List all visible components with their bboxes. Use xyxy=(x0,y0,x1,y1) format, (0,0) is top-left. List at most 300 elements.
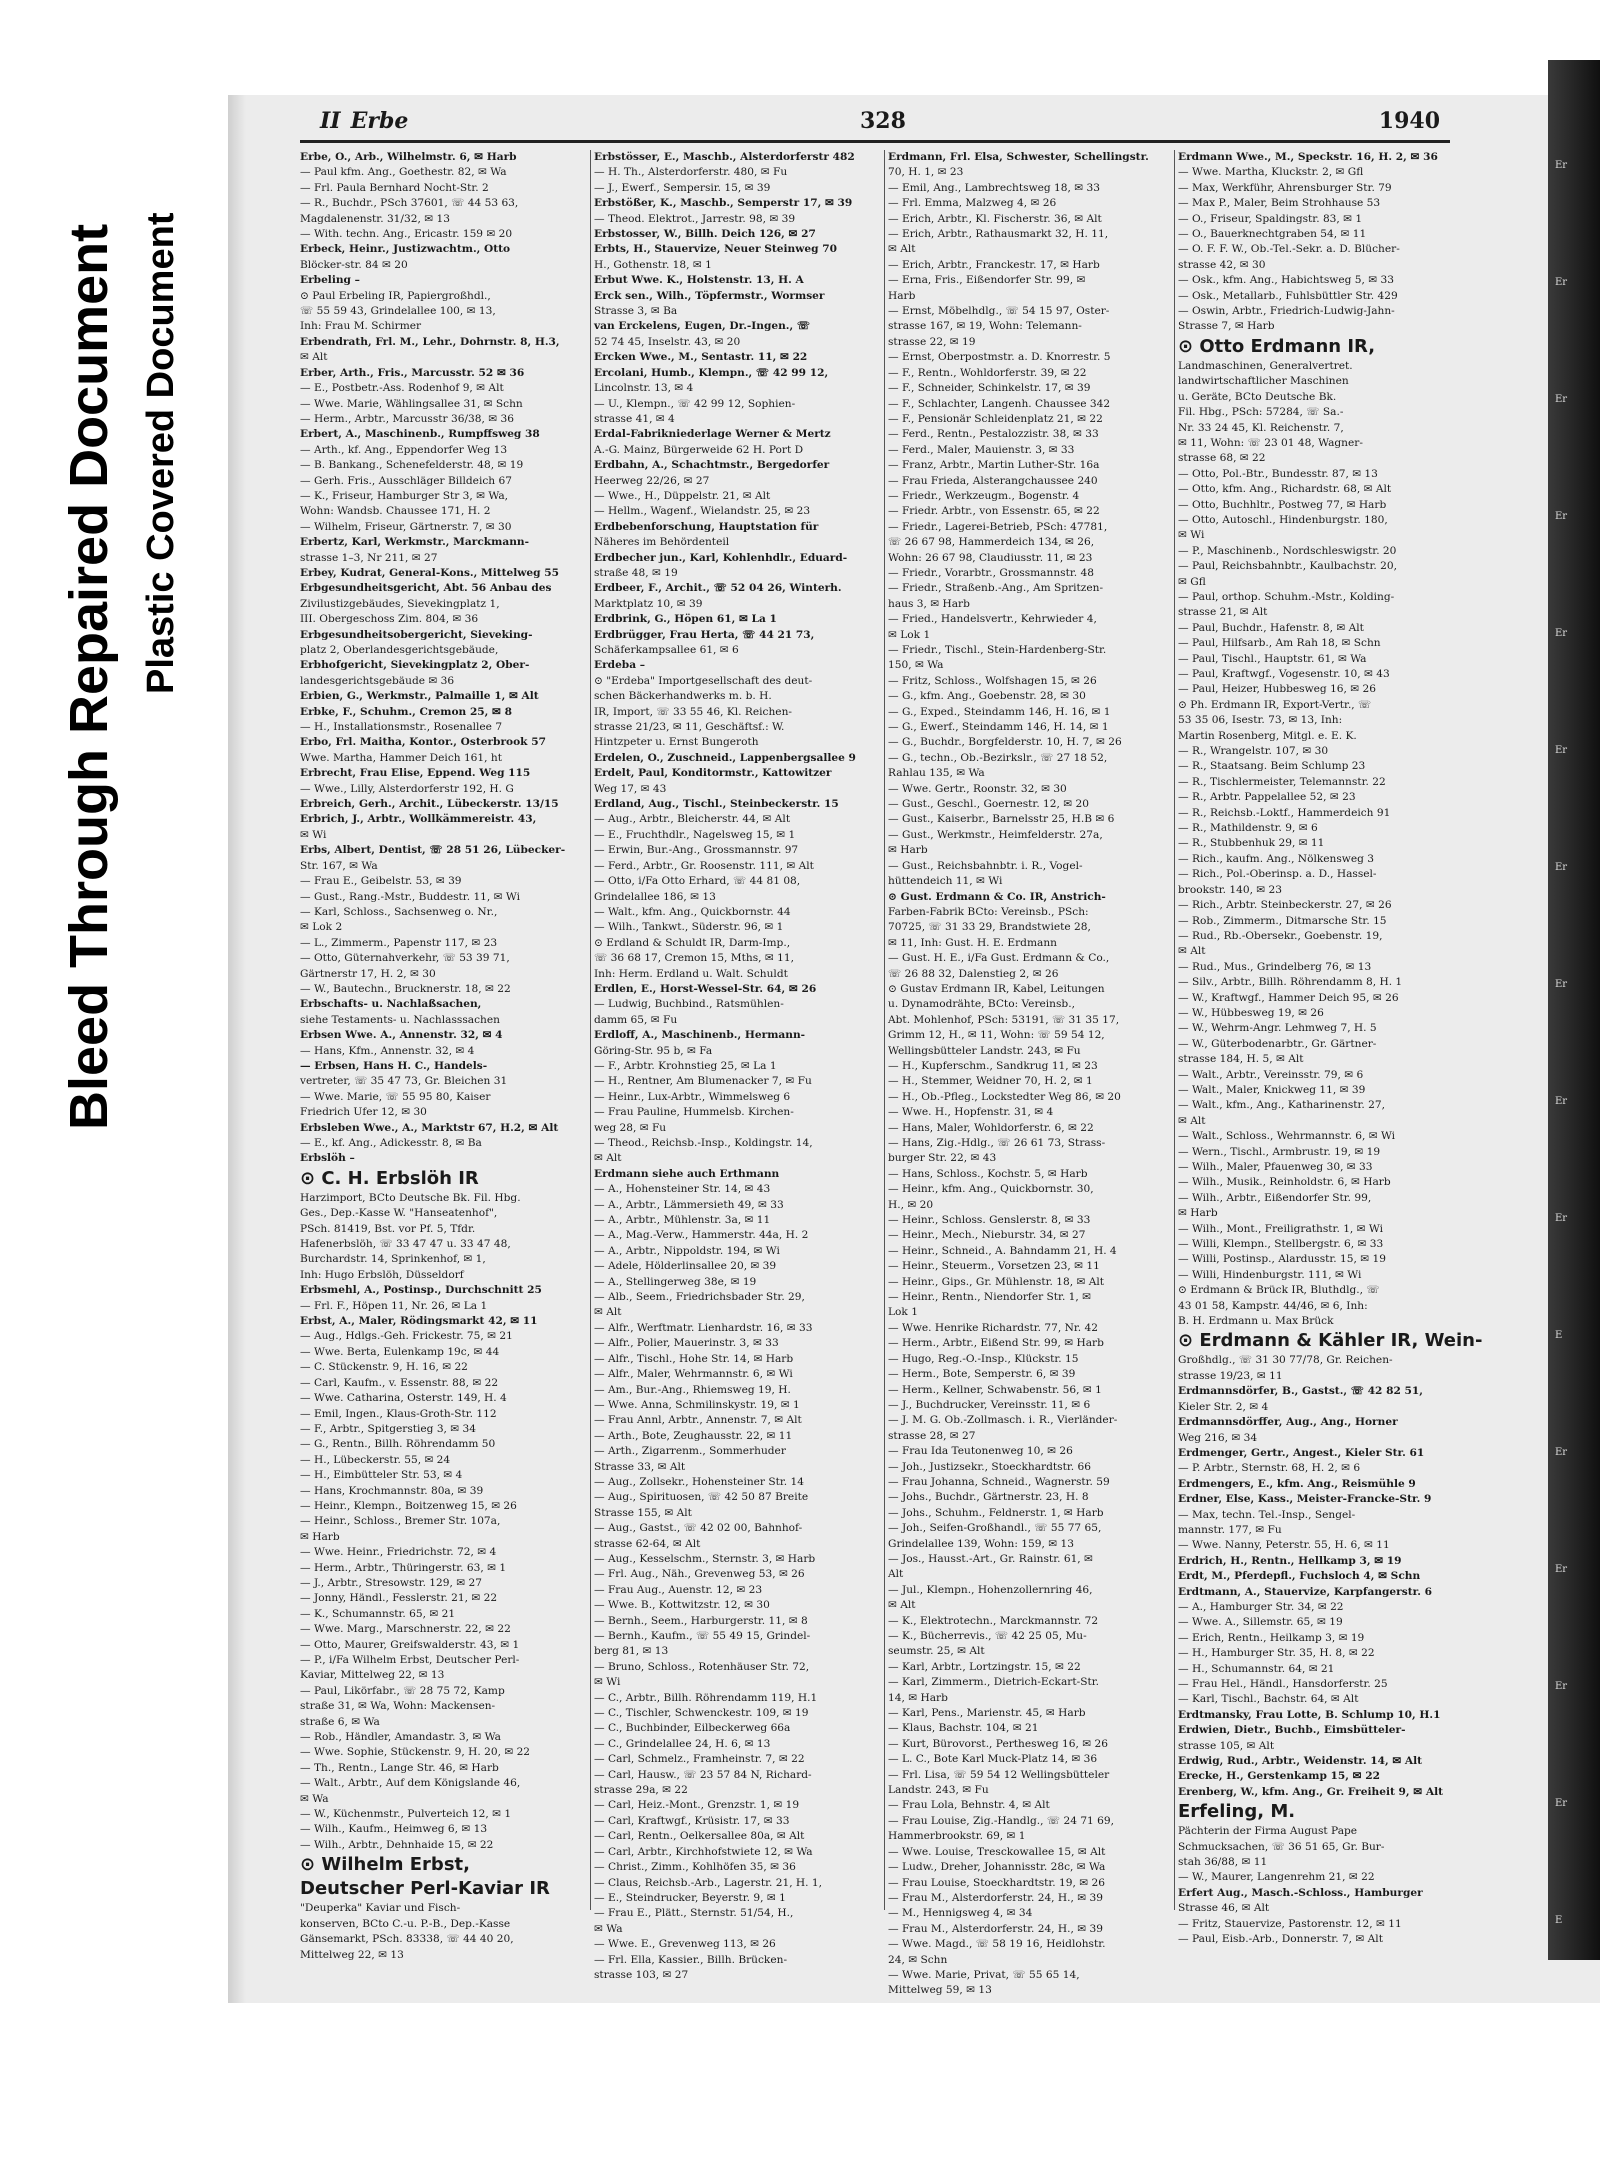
directory-entry: Erbrecht, Frau Elise, Eppend. Weg 115 xyxy=(300,767,531,780)
directory-entry: — A., Hohensteiner Str. 14, ✉ 43 xyxy=(594,1183,771,1196)
section-name: Erbe xyxy=(350,108,409,134)
directory-entry: Wellingsbütteler Landstr. 243, ✉ Fu xyxy=(888,1044,1081,1057)
directory-entry: — Aug., Hdlgs.-Geh. Frickestr. 75, ✉ 21 xyxy=(300,1330,513,1343)
directory-entry: — Ludw., Dreher, Johannisstr. 28c, ✉ Wa xyxy=(888,1861,1106,1874)
directory-entry: — Otto, Autoschl., Hindenburgstr. 180, xyxy=(1178,513,1388,526)
directory-entry: — Frau Lola, Behnstr. 4, ✉ Alt xyxy=(888,1799,1050,1812)
directory-entry: — Gust. H. E., i/Fa Gust. Erdmann & Co., xyxy=(888,952,1110,965)
adjacent-page-fragment: Er xyxy=(1555,511,1568,522)
directory-entry: — Otto, Pol.-Btr., Bundesstr. 87, ✉ 13 xyxy=(1178,467,1378,480)
directory-entry: — Carl, Kaufm., v. Essenstr. 88, ✉ 22 xyxy=(300,1376,499,1389)
directory-entry: — R., Mathildenstr. 9, ✉ 6 xyxy=(1178,822,1318,835)
directory-entry: — A., Arbtr., Lämmersieth 49, ✉ 33 xyxy=(594,1198,784,1211)
directory-entry: — Frau Louise, Stoeckhardtstr. 19, ✉ 26 xyxy=(888,1876,1105,1889)
directory-entry: Ges., Dep.-Kasse W. "Hanseatenhof", xyxy=(300,1207,498,1220)
directory-entry: — Friedr. Arbtr., von Essenstr. 65, ✉ 22 xyxy=(888,505,1100,518)
directory-entry: Erbsmehl, A., Postinsp., Durchschnitt 25 xyxy=(300,1284,542,1297)
directory-entry: ✉ Alt xyxy=(1178,945,1206,958)
directory-entry: Näheres im Behördenteil xyxy=(594,536,730,549)
adjacent-page-fragment: Er xyxy=(1555,160,1568,171)
directory-entry: Grindelallee 139, Wohn: 159, ✉ 13 xyxy=(888,1537,1074,1550)
directory-entry: — Paul, orthop. Schuhm.-Mstr., Kolding- xyxy=(1178,590,1395,603)
directory-entry: — H., Stemmer, Weidner 70, H. 2, ✉ 1 xyxy=(888,1075,1093,1088)
directory-entry: — W., Wehrm-Angr. Lehmweg 7, H. 5 xyxy=(1178,1022,1377,1035)
directory-entry: Gänsemarkt, PSch. 83338, ☏ 44 40 20, xyxy=(300,1933,514,1946)
directory-entry: — Frau M., Alsterdorferstr. 24, H., ✉ 39 xyxy=(888,1922,1103,1935)
directory-entry: — Heinr., Lux-Arbtr., Wimmelsweg 6 xyxy=(594,1090,791,1103)
directory-entry: — C. Stückenstr. 9, H. 16, ✉ 22 xyxy=(300,1361,468,1374)
directory-entry: — R., Reichsb.-Loktf., Hammerdeich 91 xyxy=(1178,806,1391,819)
directory-entry: — Frl. Emma, Malzweg 4, ✉ 26 xyxy=(888,197,1057,210)
directory-entry: strasse 29a, ✉ 22 xyxy=(594,1784,688,1797)
directory-entry: haus 3, ✉ Harb xyxy=(888,597,970,610)
directory-entry: Blöcker-str. 84 ✉ 20 xyxy=(300,258,408,271)
directory-entry: — A., Mag.-Verw., Hammerstr. 44a, H. 2 xyxy=(594,1229,809,1242)
directory-entry: — Friedr., Lagerei-Betrieb, PSch: 47781, xyxy=(888,520,1108,533)
directory-entry: — Osk., Metallarb., Fuhlsbüttler Str. 429 xyxy=(1178,289,1398,302)
directory-entry: — With. techn. Ang., Ericastr. 159 ✉ 20 xyxy=(300,228,513,241)
header-rule xyxy=(300,140,1450,143)
directory-entry: siehe Testaments- u. Nachlasssachen xyxy=(300,1013,500,1026)
directory-entry: platz 2, Oberlandesgerichtsgebäude, xyxy=(300,644,499,656)
directory-entry: — Frl. Ella, Kassier., Billh. Brücken- xyxy=(594,1953,788,1966)
directory-entry: strasse 68, ✉ 22 xyxy=(1178,452,1266,465)
directory-entry: — R., Tischlermeister, Telemannstr. 22 xyxy=(1178,775,1386,788)
directory-entry: strasse 42, ✉ 30 xyxy=(1178,258,1266,271)
directory-entry: Kieler Str. 2, ✉ 4 xyxy=(1178,1400,1269,1413)
directory-entry: — Erna, Fris., Eißendorfer Str. 99, ✉ xyxy=(888,274,1086,287)
directory-entry: van Erckelens, Eugen, Dr.-Ingen., ☏ xyxy=(594,320,811,333)
directory-entry: Inh: Frau M. Schirmer xyxy=(300,320,422,333)
directory-entry: berg 81, ✉ 13 xyxy=(594,1645,669,1658)
directory-entry: strasse 103, ✉ 27 xyxy=(594,1968,689,1981)
directory-entry: Erbey, Kudrat, General-Kons., Mittelweg 55 xyxy=(300,566,559,579)
directory-entry: — Paul, Hilfsarb., Am Rah 18, ✉ Schn xyxy=(1178,637,1381,650)
directory-entry: Wohn: 26 67 98, Claudiusstr. 11, ✉ 23 xyxy=(888,551,1093,564)
directory-entry: — Johs., Schuhm., Feldnerstr. 1, ✉ Harb xyxy=(888,1506,1104,1519)
directory-entry: Erdmenger, Gertr., Angest., Kieler Str. 61 xyxy=(1178,1446,1425,1459)
directory-entry: ⊙ Otto Erdmann IR, xyxy=(1178,335,1376,357)
directory-entry: — Aug., Zollsekr., Hohensteiner Str. 14 xyxy=(594,1475,804,1488)
directory-entry: — W., Güterbodenarbtr., Gr. Gärtner- xyxy=(1178,1037,1377,1050)
directory-entry: — Heinr., Gips., Gr. Mühlenstr. 18, ✉ Alt xyxy=(888,1275,1105,1288)
directory-column-1 xyxy=(300,150,585,1961)
directory-entry: Erdmannsdörffer, Aug., Ang., Horner xyxy=(1178,1416,1398,1429)
directory-entry: Göring-Str. 95 b, ✉ Fa xyxy=(594,1044,713,1057)
directory-entry: — G., Exped., Steindamm 146, H. 16, ✉ 1 xyxy=(888,705,1111,718)
directory-entry: ⊙ C. H. Erbslöh IR xyxy=(300,1167,479,1189)
directory-entry: — Hans, Schloss., Kochstr. 5, ✉ Harb xyxy=(888,1167,1088,1180)
directory-entry: Erfert Aug., Masch.-Schloss., Hamburger xyxy=(1178,1886,1423,1899)
directory-entry: — Heinr., Steuerm., Vorsetzen 23, ✉ 11 xyxy=(888,1260,1100,1273)
section-roman: II xyxy=(320,108,341,134)
directory-entry: Erbslöh – xyxy=(300,1152,355,1165)
directory-entry: — Rud., Mus., Grindelberg 76, ✉ 13 xyxy=(1178,960,1372,973)
directory-entry: — Wwe. B., Kottwitzstr. 12, ✉ 30 xyxy=(594,1599,770,1612)
directory-entry: — Friedr., Straßenb.-Ang., Am Spritzen- xyxy=(888,582,1104,595)
directory-entry: — Fritz, Schloss., Wolfshagen 15, ✉ 26 xyxy=(888,674,1097,687)
directory-entry: konserven, BCto C.-u. P.-B., Dep.-Kasse xyxy=(300,1917,511,1930)
adjacent-page-fragment: E xyxy=(1555,1330,1563,1341)
directory-entry: — Alb., Seem., Friedrichsbader Str. 29, xyxy=(594,1291,805,1304)
directory-entry: ☏ 26 88 32, Dalenstieg 2, ✉ 26 xyxy=(888,967,1059,980)
directory-entry: Erbstößer, K., Maschb., Semperstr 17, ✉ 39 xyxy=(594,197,853,210)
directory-entry: — R., Wrangelstr. 107, ✉ 30 xyxy=(1178,745,1329,758)
directory-entry: — Wilh., Arbtr., Dehnhaide 15, ✉ 22 xyxy=(300,1838,494,1851)
directory-entry: — Wwe. Gertr., Roonstr. 32, ✉ 30 xyxy=(888,782,1067,795)
directory-entry: H., ✉ 20 xyxy=(888,1198,934,1211)
directory-entry: — H., Installationsmstr., Rosenallee 7 xyxy=(300,721,503,734)
directory-entry: — H., Schumannstr. 64, ✉ 21 xyxy=(1178,1662,1335,1675)
directory-entry: Erdbahn, A., Schachtmstr., Bergedorfer xyxy=(594,459,830,472)
directory-entry: — F., Schlachter, Langenh. Chaussee 342 xyxy=(888,397,1111,410)
directory-entry: Erbut Wwe. K., Holstenstr. 13, H. A xyxy=(594,274,804,287)
directory-entry: — Frau Johanna, Schneid., Wagnerstr. 59 xyxy=(888,1475,1110,1488)
directory-entry: mannstr. 177, ✉ Fu xyxy=(1178,1523,1282,1536)
directory-entry: ☏ 26 67 98, Hammerdeich 134, ✉ 26, xyxy=(888,536,1095,549)
directory-entry: — Aug., Kesselschm., Sternstr. 3, ✉ Harb xyxy=(594,1552,816,1565)
directory-entry: — R., Arbtr. Pappelallee 52, ✉ 23 xyxy=(1178,791,1356,804)
directory-entry: — Wwe. Catharina, Osterstr. 149, H. 4 xyxy=(300,1392,507,1405)
directory-entry: — W., Bautechn., Brucknerstr. 18, ✉ 22 xyxy=(300,982,511,995)
directory-entry: — Heinr., Schloss., Bremer Str. 107a, xyxy=(300,1515,501,1528)
directory-entry: — Silv., Arbtr., Billh. Röhrendamm 8, H. 1 xyxy=(1178,976,1403,989)
directory-entry: — Wwe. E., Grevenweg 113, ✉ 26 xyxy=(594,1938,776,1951)
directory-entry: — Gerh. Fris., Ausschläger Billdeich 67 xyxy=(300,474,512,487)
directory-entry: — Adele, Hölderlinsallee 20, ✉ 39 xyxy=(594,1260,777,1273)
directory-entry: Marktplatz 10, ✉ 39 xyxy=(594,597,703,610)
year: 1940 xyxy=(1378,108,1440,134)
directory-entry: — Karl, Schloss., Sachsenweg o. Nr., xyxy=(300,905,498,918)
directory-entry: — K., Schumannstr. 65, ✉ 21 xyxy=(300,1607,456,1620)
directory-entry: — Erich, Arbtr., Franckestr. 17, ✉ Harb xyxy=(888,258,1100,271)
directory-entry: — Frl. Lisa, ☏ 59 54 12 Wellingsbütteler xyxy=(888,1768,1110,1781)
directory-entry: — Arth., Bote, Zeughausstr. 22, ✉ 11 xyxy=(594,1429,793,1442)
directory-entry: — R., Stubbenhuk 29, ✉ 11 xyxy=(1178,837,1325,850)
directory-entry: — F., Arbtr. Krohnstieg 25, ✉ La 1 xyxy=(594,1059,777,1072)
directory-entry: — Gust., Reichsbahnbtr. i. R., Vogel- xyxy=(888,859,1083,872)
directory-entry: — C., Buchbinder, Eilbeckerweg 66a xyxy=(594,1722,791,1735)
directory-entry: — Frau Frieda, Alsterangchaussee 240 xyxy=(888,474,1098,487)
directory-entry: strasse 184, H. 5, ✉ Alt xyxy=(1178,1053,1304,1066)
directory-entry: — Erich, Arbtr., Kl. Fischerstr. 36, ✉ Alt xyxy=(888,212,1102,225)
directory-entry: ✉ Wi xyxy=(300,828,327,841)
directory-entry: strasse 21, ✉ Alt xyxy=(1178,606,1268,619)
directory-entry: — Carl, Schmelz., Framheinstr. 7, ✉ 22 xyxy=(594,1753,805,1766)
directory-entry: Lincolnstr. 13, ✉ 4 xyxy=(594,382,694,395)
directory-entry: — Wwe. Henrike Richardstr. 77, Nr. 42 xyxy=(888,1321,1098,1334)
directory-entry: Friedrich Ufer 12, ✉ 30 xyxy=(300,1106,427,1119)
directory-entry: strasse 41, ✉ 4 xyxy=(594,412,675,425)
directory-entry: — H., Rentner, Am Blumenacker 7, ✉ Fu xyxy=(594,1075,812,1088)
directory-entry: Landstr. 243, ✉ Fu xyxy=(888,1784,989,1797)
directory-entry: ✉ Harb xyxy=(1178,1207,1218,1220)
directory-entry: — Frau Aug., Auenstr. 12, ✉ 23 xyxy=(594,1583,763,1596)
directory-entry: vertreter, ☏ 35 47 73, Gr. Bleichen 31 xyxy=(300,1075,508,1088)
directory-entry: Erbsen Wwe. A., Annenstr. 32, ✉ 4 xyxy=(300,1029,503,1042)
directory-entry: Erdtmann, A., Stauervize, Karpfangerstr. 6 xyxy=(1178,1585,1432,1598)
directory-entry: — A., Hamburger Str. 34, ✉ 22 xyxy=(1178,1600,1344,1613)
directory-entry: Kaviar, Mittelweg 22, ✉ 13 xyxy=(300,1669,445,1682)
directory-entry: — Herm., Bote, Semperstr. 6, ✉ 39 xyxy=(888,1368,1076,1381)
directory-entry: — Kurt, Bürovorst., Perthesweg 16, ✉ 26 xyxy=(888,1737,1108,1750)
directory-entry: — Wwe. Martha, Kluckstr. 2, ✉ Gfl xyxy=(1178,166,1364,179)
directory-entry: — L., Zimmerm., Papenstr 117, ✉ 23 xyxy=(300,936,498,949)
directory-entry: — E., Fruchthdlr., Nagelsweg 15, ✉ 1 xyxy=(594,828,796,841)
directory-entry: — Wilh., Arbtr., Eißendorfer Str. 99, xyxy=(1178,1191,1372,1204)
directory-entry: — Karl, Arbtr., Lortzingstr. 15, ✉ 22 xyxy=(888,1660,1081,1673)
directory-entry: ⊙ Erdmann & Brück IR, Bluthdlg., ☏ xyxy=(1178,1284,1380,1297)
directory-entry: Rahlau 135, ✉ Wa xyxy=(888,767,985,780)
directory-entry: Erdmannsdörfer, B., Gastst., ☏ 42 82 51, xyxy=(1178,1385,1423,1398)
directory-entry: "Deuperka" Kaviar und Fisch- xyxy=(300,1902,461,1915)
directory-entry: u. Dynamodrähte, BCto: Vereinsb., xyxy=(888,998,1075,1011)
directory-entry: 53 35 06, Isestr. 73, ✉ 13, Inh: xyxy=(1178,714,1343,727)
directory-entry: — Alfr., Tischl., Hohe Str. 14, ✉ Harb xyxy=(594,1352,794,1365)
directory-entry: Hafenerbslöh, ☏ 33 47 47 u. 33 47 48, xyxy=(300,1238,511,1251)
directory-entry: Erdmann siehe auch Erthmann xyxy=(594,1167,780,1180)
directory-entry: — Paul, Eisb.-Arb., Donnerstr. 7, ✉ Alt xyxy=(1178,1933,1383,1946)
directory-entry: 24, ✉ Schn xyxy=(888,1953,948,1966)
directory-entry: — J. M. G. Ob.-Zollmasch. i. R., Vierländer- xyxy=(888,1414,1118,1427)
adjacent-page-fragment: Er xyxy=(1555,394,1568,405)
directory-entry: A.-G. Mainz, Bürgerweide 62 H. Port D xyxy=(594,443,804,456)
directory-entry: — Paul, Buchdr., Hafenstr. 8, ✉ Alt xyxy=(1178,621,1364,634)
directory-entry: — Paul, Heizer, Hubbesweg 16, ✉ 26 xyxy=(1178,683,1377,696)
directory-entry: Strasse 33, ✉ Alt xyxy=(594,1460,686,1473)
directory-entry: Erbs, Albert, Dentist, ☏ 28 51 26, Lübecker- xyxy=(300,844,566,857)
directory-entry: ✉ Wi xyxy=(1178,529,1205,542)
directory-entry: Grimm 12, H., ✉ 11, Wohn: ☏ 59 54 12, xyxy=(888,1029,1105,1042)
directory-entry: Landmaschinen, Generalvertret. xyxy=(1178,359,1353,372)
directory-entry: — Frau Ida Teutonenweg 10, ✉ 26 xyxy=(888,1445,1073,1458)
directory-entry: strasse 167, ✉ 19, Wohn: Telemann- xyxy=(888,320,1082,333)
directory-entry: — Wern., Tischl., Armbrustr. 19, ✉ 19 xyxy=(1178,1145,1381,1158)
directory-entry: — Frau E., Plätt., Sternstr. 51/54, H., xyxy=(594,1907,794,1920)
directory-entry: 70725, ☏ 31 33 29, Brandstwiete 28, xyxy=(888,921,1091,934)
directory-entry: — Wilh., Mont., Freiligrathstr. 1, ✉ Wi xyxy=(1178,1222,1383,1235)
directory-entry: — Paul, Reichsbahnbtr., Kaulbachstr. 20, xyxy=(1178,560,1397,573)
adjacent-page-fragment: Er xyxy=(1555,1096,1568,1107)
directory-entry: — W., Maurer, Langenrehm 21, ✉ 22 xyxy=(1178,1871,1375,1884)
directory-entry: ☏ 55 59 43, Grindelallee 100, ✉ 13, xyxy=(300,305,496,318)
directory-entry: Erdlen, E., Horst-Wessel-Str. 64, ✉ 26 xyxy=(594,982,817,995)
directory-entry: ✉ Lok 1 xyxy=(888,628,931,641)
directory-entry: — R., Staatsang. Beim Schlump 23 xyxy=(1178,760,1366,773)
directory-entry: — Karl, Pens., Marienstr. 45, ✉ Harb xyxy=(888,1707,1086,1720)
directory-entry: — Gust., Kaiserbr., Barnelsstr 25, H.B ✉ 6 xyxy=(888,813,1115,826)
directory-entry: — Herm., Kellner, Schwabenstr. 56, ✉ 1 xyxy=(888,1383,1102,1396)
directory-entry: ✉ Alt xyxy=(594,1306,622,1319)
directory-entry: schen Bäckerhandwerks m. b. H. xyxy=(594,690,772,703)
adjacent-page-fragment: Er xyxy=(1555,979,1568,990)
directory-entry: straße 48, ✉ 19 xyxy=(594,566,678,579)
directory-entry: ✉ Lok 2 xyxy=(300,921,343,934)
directory-entry: — Gust., Rang.-Mstr., Buddestr. 11, ✉ Wi xyxy=(300,890,520,903)
directory-entry: — Ferd., Maler, Mauienstr. 3, ✉ 33 xyxy=(888,443,1075,456)
directory-entry: ✉ Alt xyxy=(1178,1114,1206,1127)
directory-entry: — Wwe. Heinr., Friedrichstr. 72, ✉ 4 xyxy=(300,1546,497,1559)
directory-entry: Fil. Hbg., PSch: 57284, ☏ Sa.- xyxy=(1178,406,1344,419)
adjacent-page-fragment: E xyxy=(1555,1915,1563,1926)
directory-entry: Erck sen., Wilh., Töpfermstr., Wormser xyxy=(594,289,825,302)
directory-entry: — G., kfm. Ang., Goebenstr. 28, ✉ 30 xyxy=(888,690,1086,703)
directory-entry: — Frl. F., Höpen 11, Nr. 26, ✉ La 1 xyxy=(300,1299,488,1312)
directory-entry: — F., Schneider, Schinkelstr. 17, ✉ 39 xyxy=(888,382,1091,395)
directory-entry: ✉ Harb xyxy=(888,844,928,857)
directory-entry: — Walt., kfm., Ang., Katharinenstr. 27, xyxy=(1178,1099,1386,1112)
directory-entry: Erbert, A., Maschinenb., Rumpffsweg 38 xyxy=(300,428,540,441)
directory-entry: — L. C., Bote Karl Muck-Platz 14, ✉ 36 xyxy=(888,1753,1098,1766)
directory-entry: — Bruno, Schloss., Rotenhäuser Str. 72, xyxy=(594,1660,810,1673)
directory-entry: — F., Arbtr., Spitgerstieg 3, ✉ 34 xyxy=(300,1422,477,1435)
directory-entry: — Heinr., Schloss. Genslerstr. 8, ✉ 33 xyxy=(888,1214,1091,1227)
directory-entry: straße 6, ✉ Wa xyxy=(300,1715,380,1728)
directory-entry: — Ludwig, Buchbind., Ratsmühlen- xyxy=(594,998,784,1011)
directory-entry: 43 01 58, Kampstr. 44/46, ✉ 6, Inh: xyxy=(1178,1299,1368,1312)
directory-entry: Großhdlg., ☏ 31 30 77/78, Gr. Reichen- xyxy=(1178,1354,1393,1367)
directory-entry: — Max, Werkführ, Ahrensburger Str. 79 xyxy=(1178,181,1392,194)
directory-entry: — Wilh., Musik., Reinholdstr. 6, ✉ Harb xyxy=(1178,1176,1391,1189)
directory-entry: Erdmengers, E., kfm. Ang., Reismühle 9 xyxy=(1178,1477,1416,1490)
directory-entry: — A., Arbtr., Nippoldstr. 194, ✉ Wi xyxy=(594,1244,780,1257)
directory-entry: Erbe, O., Arb., Wilhelmstr. 6, ✉ Harb xyxy=(300,151,517,163)
directory-entry: 150, ✉ Wa xyxy=(888,659,944,672)
directory-entry: — Rud., Rb.-Obersekr., Goebenstr. 19, xyxy=(1178,929,1383,942)
directory-entry: Erdt, M., Pferdepfl., Fuchsloch 4, ✉ Schn xyxy=(1178,1570,1421,1583)
directory-entry: Erbsleben Wwe., A., Marktstr 67, H.2, ✉ Alt xyxy=(300,1121,559,1134)
directory-entry: — Klaus, Bachstr. 104, ✉ 21 xyxy=(888,1722,1039,1735)
directory-entry: Erbhofgericht, Sievekingplatz 2, Ober- xyxy=(300,659,530,672)
directory-entry: ✉ 11, Inh: Gust. H. E. Erdmann xyxy=(888,936,1057,949)
directory-entry: — Paul, Likörfabr., ☏ 28 75 72, Kamp xyxy=(300,1684,505,1697)
directory-entry: Hintzpeter u. Ernst Bungeroth xyxy=(594,736,759,749)
directory-entry: — Otto, i/Fa Otto Erhard, ☏ 44 81 08, xyxy=(594,875,801,888)
directory-entry: — G., Ewerf., Steindamm 146, H. 14, ✉ 1 xyxy=(888,721,1109,734)
directory-entry: — Aug., Arbtr., Bleicherstr. 44, ✉ Alt xyxy=(594,813,791,826)
directory-entry: 70, H. 1, ✉ 23 xyxy=(888,166,964,179)
directory-entry: weg 28, ✉ Fu xyxy=(594,1121,667,1134)
directory-entry: — Max P., Maler, Beim Strohhause 53 xyxy=(1178,197,1381,210)
directory-entry: — Paul, Kraftwgf., Vogesenstr. 10, ✉ 43 xyxy=(1178,668,1390,680)
directory-entry: — Carl, Kraftwgf., Krüsistr. 17, ✉ 33 xyxy=(594,1814,790,1827)
directory-entry: Ercolani, Humb., Klempn., ☏ 42 99 12, xyxy=(594,366,829,379)
directory-column-4 xyxy=(1178,150,1483,1946)
directory-entry: — Hans, Krochmannstr. 80a, ✉ 39 xyxy=(300,1484,484,1497)
directory-entry: — G., techn., Ob.-Bezirkslr., ☏ 27 18 52, xyxy=(888,751,1108,764)
directory-entry: — R., Buchdr., PSch 37601, ☏ 44 53 63, xyxy=(300,197,519,210)
directory-entry: Erdelt, Paul, Konditormstr., Kattowitzer xyxy=(594,767,832,780)
directory-entry: ✉ Wa xyxy=(300,1792,329,1805)
directory-entry: — B. Bankang., Schenefelderstr. 48, ✉ 19 xyxy=(300,459,524,472)
directory-entry: Erdeba – xyxy=(594,659,646,672)
directory-entry: Abt. Mohlenhof, PSch: 53191, ☏ 31 35 17, xyxy=(888,1013,1120,1026)
directory-column-2 xyxy=(594,150,879,1981)
directory-entry: ⊙ Gustav Erdmann IR, Kabel, Leitungen xyxy=(888,982,1105,995)
adjacent-page-fragment: Er xyxy=(1555,1798,1568,1809)
directory-entry: — Walt., kfm. Ang., Quickbornstr. 44 xyxy=(594,905,791,918)
directory-entry: strasse 22, ✉ 19 xyxy=(888,335,976,348)
directory-entry: ☏ 36 68 17, Cremon 15, Mths, ✉ 11, xyxy=(594,952,794,965)
directory-entry: — Heinr., Mech., Nieburstr. 34, ✉ 27 xyxy=(888,1229,1086,1242)
directory-entry: Erbo, Frl. Maitha, Kontor., Osterbrook 57 xyxy=(300,736,546,749)
directory-entry: ⊙ Gust. Erdmann & Co. IR, Anstrich- xyxy=(888,890,1106,903)
directory-entry: Erdbebenforschung, Hauptstation für xyxy=(594,520,819,533)
directory-entry: — C., Grindelallee 24, H. 6, ✉ 13 xyxy=(594,1737,771,1750)
directory-entry: Erbreich, Gerh., Archit., Lübeckerstr. 13/15 xyxy=(300,798,559,811)
directory-column-3 xyxy=(888,150,1173,1997)
directory-entry: Strasse 3, ✉ Ba xyxy=(594,305,678,318)
directory-entry: Erdal-Fabrikniederlage Werner & Mertz xyxy=(594,428,831,441)
directory-entry: B. H. Erdmann u. Max Brück xyxy=(1178,1315,1334,1328)
directory-entry: — Wwe. Louise, Tresckowallee 15, ✉ Alt xyxy=(888,1845,1106,1858)
directory-entry: — Frau M., Alsterdorferstr. 24, H., ✉ 39 xyxy=(888,1891,1103,1904)
directory-entry: landwirtschaftlicher Maschinen xyxy=(1178,375,1349,388)
directory-entry: strasse 28, ✉ 27 xyxy=(888,1429,976,1442)
directory-entry: — E., kf. Ang., Adickesstr. 8, ✉ Ba xyxy=(300,1137,482,1149)
directory-entry: — O., Friseur, Spaldingstr. 83, ✉ 1 xyxy=(1178,212,1363,225)
directory-entry: — Frau Annl, Arbtr., Annenstr. 7, ✉ Alt xyxy=(594,1414,802,1427)
directory-entry: — Hans, Kfm., Annenstr. 32, ✉ 4 xyxy=(300,1044,475,1057)
directory-entry: ⊙ Wilhelm Erbst, xyxy=(300,1854,470,1876)
directory-entry: Erbrich, J., Arbtr., Wollkämmereistr. 43, xyxy=(300,813,537,826)
directory-entry: — Jul., Klempn., Hohenzollernring 46, xyxy=(888,1583,1093,1596)
directory-entry: Erenberg, W., kfm. Ang., Gr. Freiheit 9, ✉ Alt xyxy=(1178,1785,1444,1798)
directory-entry: — K., Friseur, Hamburger Str 3, ✉ Wa, xyxy=(300,489,509,502)
directory-entry: — P., Maschinenb., Nordschleswigstr. 20 xyxy=(1178,544,1397,557)
directory-entry: — Otto, kfm. Ang., Richardstr. 68, ✉ Alt xyxy=(1178,483,1392,496)
directory-entry: — P., i/Fa Wilhelm Erbst, Deutscher Perl- xyxy=(300,1654,520,1666)
directory-entry: — W., Hübbesweg 19, ✉ 26 xyxy=(1178,1006,1324,1019)
directory-entry: ✉ Harb xyxy=(300,1530,340,1543)
directory-entry: Deutscher Perl-Kaviar IR xyxy=(300,1878,550,1900)
directory-entry: — Erwin, Bur.-Ang., Grossmannstr. 97 xyxy=(594,844,799,857)
directory-entry: Erbeck, Heinr., Justizwachtm., Otto xyxy=(300,243,511,256)
directory-entry: — Wwe. Sophie, Stückenstr. 9, H. 20, ✉ 22 xyxy=(300,1746,531,1759)
directory-entry: 52 74 45, Inselstr. 43, ✉ 20 xyxy=(594,335,741,348)
directory-entry: — C., Arbtr., Billh. Röhrendamm 119, H.1 xyxy=(594,1691,818,1704)
directory-entry: — Carl, Arbtr., Kirchhofstwiete 12, ✉ Wa xyxy=(594,1845,813,1858)
directory-entry: ⊙ Paul Erbeling IR, Papiergroßhdl., xyxy=(300,289,491,302)
directory-entry: ✉ Alt xyxy=(300,351,328,364)
bleed-through-label: Bleed Through Repaired Document xyxy=(59,223,119,1130)
directory-entry: strasse 19/23, ✉ 11 xyxy=(1178,1369,1283,1382)
directory-entry: — Otto, Buchhltr., Postweg 77, ✉ Harb xyxy=(1178,498,1387,511)
directory-entry: — Wwe. Marie, ☏ 55 95 80, Kaiser xyxy=(300,1090,491,1103)
directory-entry: Erdbecher jun., Karl, Kohlenhdlr., Eduard- xyxy=(594,551,848,564)
directory-entry: Martin Rosenberg, Mitgl. e. E. K. xyxy=(1178,729,1357,742)
directory-entry: Str. 167, ✉ Wa xyxy=(300,859,378,872)
directory-entry: ✉ 11, Wohn: ☏ 23 01 48, Wagner- xyxy=(1178,436,1363,449)
adjacent-page-fragment: Er xyxy=(1555,1447,1568,1458)
directory-entry: — Rob., Zimmerm., Ditmarsche Str. 15 xyxy=(1178,914,1387,927)
directory-entry: — Am., Bur.-Ang., Rhiemsweg 19, H. xyxy=(594,1383,791,1396)
directory-entry: Erbendrath, Frl. M., Lehr., Dohrnstr. 8, H.3, xyxy=(300,335,560,348)
directory-entry: Wohn: Wandsb. Chaussee 171, H. 2 xyxy=(300,505,491,518)
directory-entry: damm 65, ✉ Fu xyxy=(594,1013,678,1026)
directory-entry: ✉ Alt xyxy=(888,243,916,256)
directory-entry: Erbertz, Karl, Werkmstr., Marckmann- xyxy=(300,536,529,549)
directory-entry: — Emil, Ang., Lambrechtsweg 18, ✉ 33 xyxy=(888,181,1100,194)
directory-entry: — H., Lübeckerstr. 55, ✉ 24 xyxy=(300,1453,451,1466)
directory-entry: — Heinr., Rentn., Niendorfer Str. 1, ✉ xyxy=(888,1291,1092,1304)
directory-entry: Farben-Fabrik BCto: Vereinsb., PSch: xyxy=(888,905,1089,918)
directory-entry: — Ferd., Arbtr., Gr. Roosenstr. 111, ✉ Alt xyxy=(594,859,814,872)
directory-entry: — Wwe., Lilly, Alsterdorferstr 192, H. G xyxy=(300,782,514,795)
directory-entry: — Bernh., Seem., Harburgerstr. 11, ✉ 8 xyxy=(594,1614,808,1627)
directory-entry: — E., Postbetr.-Ass. Rodenhof 9, ✉ Alt xyxy=(300,382,504,395)
directory-entry: Strasse 7, ✉ Harb xyxy=(1178,320,1275,333)
